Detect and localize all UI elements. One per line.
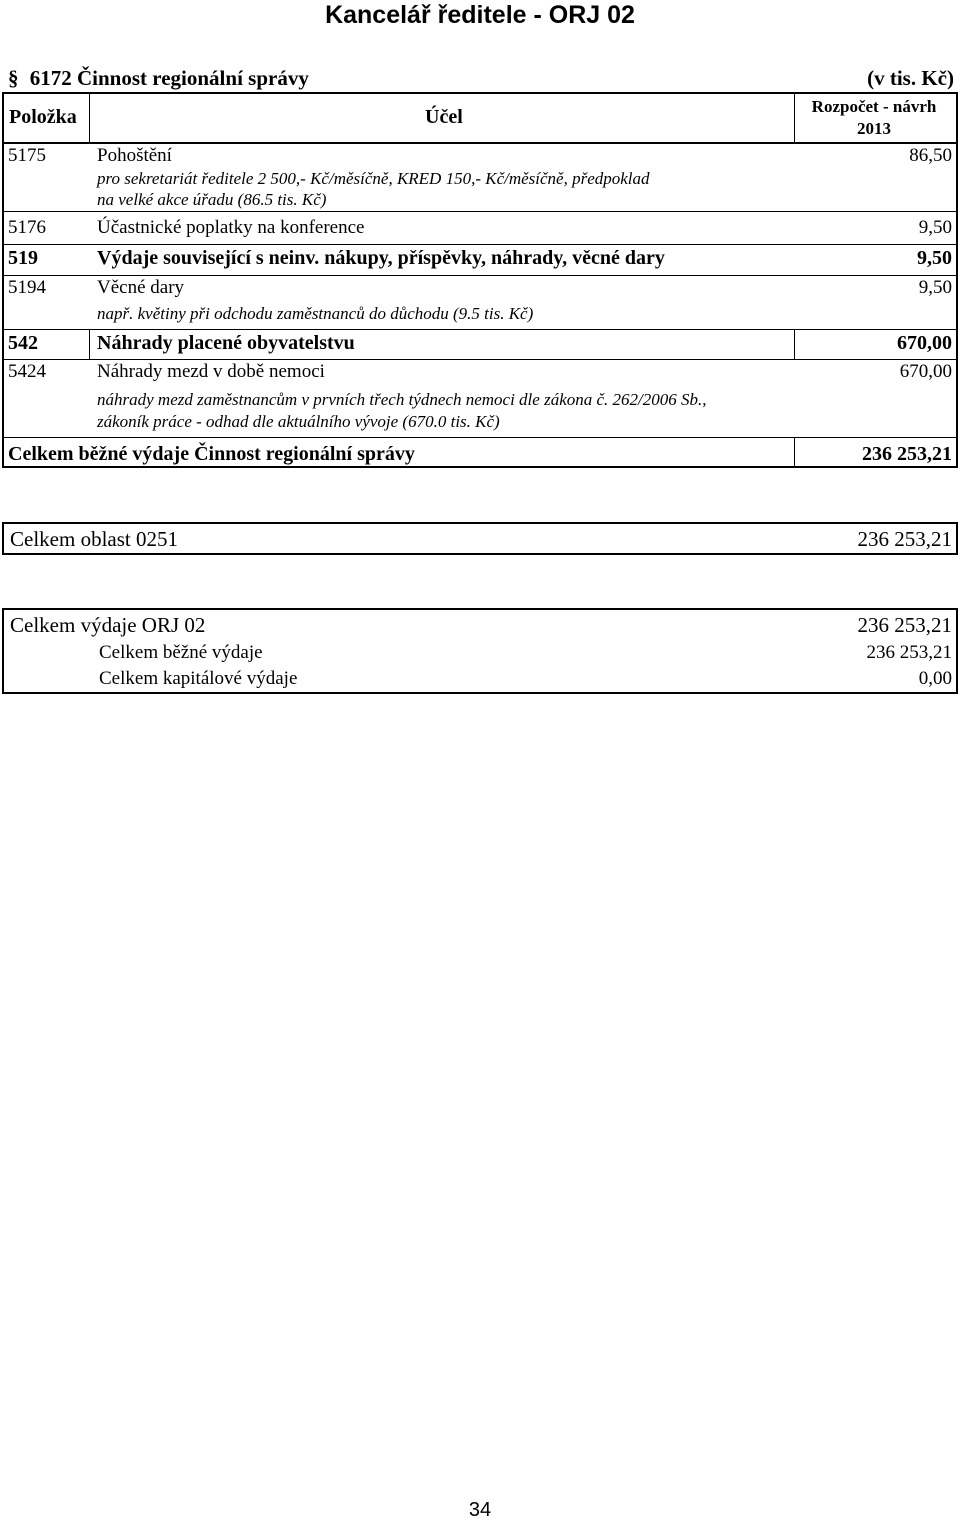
divider (4, 329, 956, 330)
row-value: 9,50 (918, 217, 952, 238)
row-value: 670,00 (899, 361, 952, 382)
unit-label: (v tis. Kč) (867, 66, 954, 90)
row-note: na velké akce úřadu (86.5 tis. Kč) (97, 190, 327, 209)
header-purpose: Účel (425, 106, 463, 128)
row-value: 9,50 (917, 247, 952, 269)
divider (4, 211, 956, 212)
divider (794, 437, 795, 468)
row-code: 5424 (8, 361, 46, 382)
page-number: 34 (468, 1499, 492, 1521)
divider (4, 244, 956, 245)
section-total-value: 236 253,21 (862, 443, 952, 465)
row-code: 5175 (8, 145, 46, 166)
row-name: Věcné dary (97, 277, 185, 298)
orj-capital-value: 0,00 (918, 668, 952, 689)
row-name: Náhrady placené obyvatelstvu (97, 332, 355, 354)
orj-total-box (2, 608, 958, 694)
area-total-value: 236 253,21 (857, 527, 952, 551)
header-item: Položka (9, 106, 77, 128)
header-budget-year: 2013 (857, 119, 891, 138)
divider (4, 437, 956, 438)
row-note: pro sekretariát ředitele 2 500,- Kč/měsíčně, KRED 150,- Kč/měsíčně, předpoklad (97, 169, 650, 188)
row-code: 542 (8, 332, 38, 354)
row-name: Náhrady mezd v době nemoci (97, 361, 325, 382)
divider (89, 94, 90, 142)
orj-current-label: Celkem běžné výdaje (99, 642, 263, 663)
row-value: 9,50 (918, 277, 952, 298)
row-name: Pohoštění (97, 145, 172, 166)
paragraph-symbol: § (8, 66, 19, 90)
section-heading (8, 64, 309, 92)
row-code: 5176 (8, 217, 46, 238)
area-total-label: Celkem oblast 0251 (10, 527, 178, 551)
section-code: 6172 (29, 66, 72, 90)
row-value: 86,50 (909, 145, 952, 166)
row-note: náhrady mezd zaměstnancům v prvních třech týdnech nemoci dle zákona č. 262/2006 Sb., (97, 390, 707, 409)
header-budget (794, 96, 954, 140)
page-title: Kancelář ředitele - ORJ 02 (325, 1, 635, 29)
section-name: Činnost regionální správy (77, 66, 309, 90)
row-note: např. květiny při odchodu zaměstnanců do důchodu (9.5 tis. Kč) (97, 304, 534, 323)
section-total-label: Celkem běžné výdaje Činnost regionální správy (8, 443, 415, 465)
divider (794, 329, 795, 359)
divider (89, 329, 90, 359)
orj-capital-label: Celkem kapitálové výdaje (99, 668, 298, 689)
row-name: Účastnické poplatky na konference (97, 217, 365, 238)
row-code: 519 (8, 247, 38, 269)
orj-current-value: 236 253,21 (866, 642, 952, 663)
orj-total-label: Celkem výdaje ORJ 02 (10, 613, 206, 637)
row-note: zákoník práce - odhad dle aktuálního vývoje (670.0 tis. Kč) (97, 412, 500, 431)
header-budget-title: Rozpočet - návrh (811, 97, 937, 116)
row-code: 5194 (8, 277, 46, 298)
orj-total-value: 236 253,21 (857, 613, 952, 637)
area-total-box (2, 522, 958, 555)
row-name: Výdaje související s neinv. nákupy, příspěvky, náhrady, věcné dary (97, 247, 665, 269)
row-value: 670,00 (897, 332, 952, 354)
